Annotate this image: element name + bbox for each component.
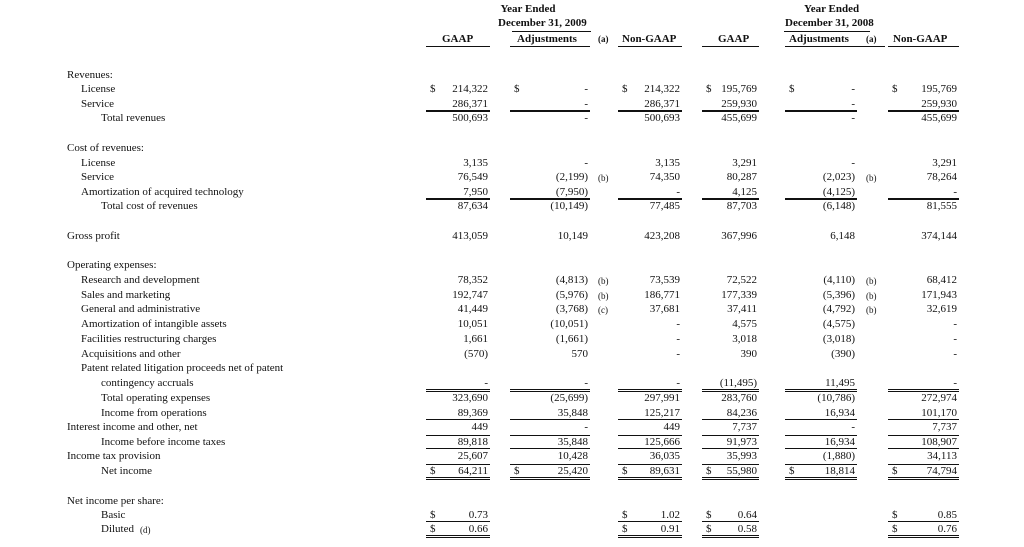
- subtotal-rule: [702, 435, 759, 436]
- table-cell: (4,125): [822, 186, 855, 198]
- footnote-ref: (b): [866, 173, 877, 183]
- subtotal-rule: [702, 391, 759, 392]
- cell-underline: [618, 535, 682, 536]
- subtotal-rule: [426, 111, 490, 112]
- table-cell: -: [953, 318, 957, 330]
- dollar-sign: $: [622, 83, 628, 95]
- dollar-sign: $: [706, 465, 712, 477]
- row-label: Net income per share:: [67, 495, 164, 507]
- table-cell: 87,703: [726, 200, 757, 212]
- table-cell: 570: [571, 348, 588, 360]
- row-label: Patent related litigation proceeds net of patent: [81, 362, 284, 374]
- table-cell: -: [953, 348, 957, 360]
- cell-underline: [888, 419, 959, 420]
- cell-double-underline: [618, 479, 682, 480]
- table-cell: -: [676, 186, 680, 198]
- table-cell: 297,991: [644, 392, 680, 404]
- table-cell: -: [676, 333, 680, 345]
- dollar-sign: $: [789, 465, 795, 477]
- footnote-ref: (b): [598, 276, 609, 286]
- table-cell: 214,322: [644, 83, 680, 95]
- table-cell: (4,792): [822, 303, 855, 315]
- table-cell: 186,771: [644, 289, 680, 301]
- table-cell: 259,930: [721, 98, 757, 110]
- table-cell: 455,699: [921, 112, 957, 124]
- table-cell: 423,208: [644, 230, 680, 242]
- table-cell: 192,747: [452, 289, 488, 301]
- table-cell: 1.02: [660, 509, 680, 521]
- table-cell: 108,907: [921, 436, 957, 448]
- dollar-sign: $: [622, 465, 628, 477]
- row-label: Total cost of revenues: [101, 200, 198, 212]
- row-label: Interest income and other, net: [67, 421, 198, 433]
- column-header: (a): [598, 34, 609, 44]
- table-cell: -: [953, 186, 957, 198]
- dollar-sign: $: [892, 523, 898, 535]
- cell-underline: [618, 521, 682, 522]
- row-label: Amortization of acquired technology: [81, 186, 244, 198]
- table-cell: 16,934: [824, 436, 855, 448]
- row-label: Amortization of intangible assets: [81, 318, 227, 330]
- table-cell: 73,539: [649, 274, 680, 286]
- table-cell: 195,769: [921, 83, 957, 95]
- table-cell: 101,170: [921, 407, 957, 419]
- subtotal-rule: [618, 391, 682, 392]
- cell-underline: [618, 389, 682, 390]
- row-label: Income tax provision: [67, 450, 161, 462]
- subtotal-rule: [618, 111, 682, 112]
- subtotal-rule: [510, 464, 590, 465]
- header-rule-2008: [784, 31, 870, 32]
- subtotal-rule: [785, 435, 857, 436]
- row-label: Revenues:: [67, 69, 113, 81]
- cell-underline: [510, 419, 590, 420]
- dollar-sign: $: [514, 465, 520, 477]
- table-cell: -: [851, 98, 855, 110]
- subtotal-rule: [510, 199, 590, 200]
- dollar-sign: $: [892, 83, 898, 95]
- table-cell: 7,737: [932, 421, 957, 433]
- column-header-rule: [702, 46, 759, 47]
- table-cell: -: [584, 157, 588, 169]
- table-cell: 11,495: [825, 377, 855, 389]
- table-cell: 4,575: [732, 318, 757, 330]
- column-header-rule: [785, 46, 885, 47]
- period-heading-2009: December 31, 2009: [498, 17, 587, 29]
- footnote-ref: (b): [866, 305, 877, 315]
- table-cell: 0.73: [468, 509, 488, 521]
- table-cell: 10,149: [557, 230, 588, 242]
- dollar-sign: $: [430, 509, 436, 521]
- table-cell: -: [584, 377, 588, 389]
- row-label: Operating expenses:: [67, 259, 157, 271]
- table-cell: 449: [471, 421, 488, 433]
- cell-double-underline: [702, 479, 759, 480]
- table-cell: 55,980: [726, 465, 757, 477]
- table-cell: 74,794: [926, 465, 957, 477]
- cell-double-underline: [785, 479, 857, 480]
- dollar-sign: $: [622, 523, 628, 535]
- subtotal-rule: [888, 111, 959, 112]
- table-cell: (390): [831, 348, 855, 360]
- table-cell: -: [851, 83, 855, 95]
- subtotal-rule: [426, 391, 490, 392]
- dollar-sign: $: [892, 465, 898, 477]
- table-cell: (6,148): [822, 200, 855, 212]
- table-cell: -: [851, 421, 855, 433]
- table-cell: 171,943: [921, 289, 957, 301]
- table-cell: 84,236: [726, 407, 757, 419]
- subtotal-rule: [618, 464, 682, 465]
- table-cell: 500,693: [644, 112, 680, 124]
- table-cell: -: [851, 112, 855, 124]
- dollar-sign: $: [514, 83, 520, 95]
- cell-underline: [426, 419, 490, 420]
- row-label: License: [81, 83, 116, 95]
- table-cell: (3,018): [822, 333, 855, 345]
- table-cell: 323,690: [452, 392, 488, 404]
- table-cell: 32,619: [926, 303, 957, 315]
- table-cell: 1,661: [463, 333, 488, 345]
- column-header-rule: [426, 46, 490, 47]
- table-cell: 195,769: [721, 83, 757, 95]
- cell-underline: [888, 535, 959, 536]
- subtotal-rule: [888, 391, 959, 392]
- column-header: Adjustments: [789, 33, 849, 45]
- table-cell: -: [484, 377, 488, 389]
- cell-underline: [888, 448, 959, 449]
- table-cell: (10,149): [550, 200, 588, 212]
- table-cell: 3,291: [732, 157, 757, 169]
- table-cell: 7,737: [732, 421, 757, 433]
- row-label: Acquisitions and other: [81, 348, 181, 360]
- period-heading-2008: Year Ended: [804, 3, 860, 15]
- table-cell: -: [851, 157, 855, 169]
- table-cell: 7,950: [463, 186, 488, 198]
- column-header-rule: [888, 46, 959, 47]
- table-cell: 177,339: [721, 289, 757, 301]
- table-cell: 76,549: [457, 171, 488, 183]
- row-label: Diluted: [101, 523, 134, 535]
- row-label: Income before income taxes: [101, 436, 226, 448]
- footnote-ref: (c): [598, 305, 608, 315]
- table-cell: 18,814: [824, 465, 855, 477]
- footnote-ref: (b): [866, 276, 877, 286]
- table-cell: (7,950): [555, 186, 588, 198]
- table-cell: 35,848: [557, 436, 588, 448]
- dollar-sign: $: [789, 83, 795, 95]
- footnote-ref: (b): [598, 173, 609, 183]
- dollar-sign: $: [430, 83, 436, 95]
- cell-underline: [702, 477, 759, 478]
- table-cell: 0.66: [468, 523, 488, 535]
- dollar-sign: $: [706, 83, 712, 95]
- cell-underline: [888, 389, 959, 390]
- cell-underline: [426, 535, 490, 536]
- table-cell: 449: [663, 421, 680, 433]
- cell-double-underline: [702, 537, 759, 538]
- table-cell: 3,291: [932, 157, 957, 169]
- table-cell: 0.76: [937, 523, 957, 535]
- subtotal-rule: [702, 111, 759, 112]
- cell-underline: [785, 477, 857, 478]
- cell-double-underline: [426, 537, 490, 538]
- table-cell: 286,371: [452, 98, 488, 110]
- table-cell: 10,051: [457, 318, 488, 330]
- table-cell: 286,371: [644, 98, 680, 110]
- row-label: Income from operations: [101, 407, 207, 419]
- table-cell: 77,485: [649, 200, 680, 212]
- table-cell: (2,199): [555, 171, 588, 183]
- footnote-ref: (b): [598, 291, 609, 301]
- cell-underline: [702, 535, 759, 536]
- cell-underline: [426, 448, 490, 449]
- row-label: Net income: [101, 465, 153, 477]
- cell-underline: [618, 448, 682, 449]
- table-cell: 413,059: [452, 230, 488, 242]
- subtotal-rule: [426, 435, 490, 436]
- period-heading-2008: December 31, 2008: [785, 17, 874, 29]
- table-cell: 74,350: [649, 171, 680, 183]
- period-heading-2009: Year Ended: [500, 3, 556, 15]
- cell-underline: [510, 448, 590, 449]
- subtotal-rule: [888, 435, 959, 436]
- table-cell: -: [584, 421, 588, 433]
- row-label-note: (d): [140, 525, 151, 535]
- table-cell: 0.85: [937, 509, 957, 521]
- table-cell: 34,113: [927, 450, 957, 462]
- table-cell: 78,264: [926, 171, 957, 183]
- table-cell: -: [584, 98, 588, 110]
- table-cell: -: [676, 348, 680, 360]
- table-cell: 68,412: [926, 274, 957, 286]
- row-label: Facilities restructuring charges: [81, 333, 217, 345]
- cell-underline: [702, 389, 759, 390]
- table-cell: (11,495): [719, 377, 757, 389]
- cell-double-underline: [888, 537, 959, 538]
- table-cell: -: [584, 112, 588, 124]
- table-cell: (5,976): [555, 289, 588, 301]
- column-header: (a): [866, 34, 877, 44]
- table-cell: 3,135: [655, 157, 680, 169]
- row-label: General and administrative: [81, 303, 201, 315]
- table-cell: (10,786): [817, 392, 855, 404]
- table-cell: -: [676, 377, 680, 389]
- table-cell: 214,322: [452, 83, 488, 95]
- row-label: Cost of revenues:: [67, 142, 144, 154]
- row-label: contingency accruals: [101, 377, 194, 389]
- column-header: Non-GAAP: [622, 33, 677, 45]
- cell-underline: [888, 521, 959, 522]
- row-label: Service: [81, 98, 114, 110]
- cell-double-underline: [888, 479, 959, 480]
- row-label: Gross profit: [67, 230, 120, 242]
- column-header: GAAP: [718, 33, 750, 45]
- table-cell: 500,693: [452, 112, 488, 124]
- subtotal-rule: [785, 199, 857, 200]
- table-cell: 16,934: [824, 407, 855, 419]
- table-cell: (4,575): [822, 318, 855, 330]
- subtotal-rule: [785, 391, 857, 392]
- table-cell: (3,768): [555, 303, 588, 315]
- subtotal-rule: [426, 464, 490, 465]
- subtotal-rule: [702, 199, 759, 200]
- cell-underline: [702, 419, 759, 420]
- table-cell: 80,287: [726, 171, 757, 183]
- cell-underline: [510, 389, 590, 390]
- table-cell: 3,018: [732, 333, 757, 345]
- table-cell: 25,420: [557, 465, 588, 477]
- subtotal-rule: [702, 464, 759, 465]
- table-cell: 37,411: [727, 303, 757, 315]
- column-header: Non-GAAP: [893, 33, 948, 45]
- table-cell: -: [676, 318, 680, 330]
- table-cell: 91,973: [726, 436, 757, 448]
- table-cell: 41,449: [457, 303, 488, 315]
- cell-underline: [426, 521, 490, 522]
- cell-underline: [785, 448, 857, 449]
- table-cell: 0.64: [737, 509, 757, 521]
- column-header: GAAP: [442, 33, 474, 45]
- header-rule-2009: [512, 31, 591, 32]
- cell-underline: [888, 477, 959, 478]
- cell-underline: [702, 448, 759, 449]
- subtotal-rule: [785, 464, 857, 465]
- cell-underline: [426, 477, 490, 478]
- row-label: Basic: [101, 509, 126, 521]
- table-cell: 10,428: [557, 450, 588, 462]
- column-header-rule: [618, 46, 682, 47]
- table-cell: 37,681: [649, 303, 680, 315]
- table-cell: 272,974: [921, 392, 957, 404]
- table-cell: 35,848: [557, 407, 588, 419]
- table-cell: 89,631: [649, 465, 680, 477]
- subtotal-rule: [618, 435, 682, 436]
- table-cell: (4,813): [555, 274, 588, 286]
- table-cell: 36,035: [649, 450, 680, 462]
- cell-underline: [618, 419, 682, 420]
- table-cell: 72,522: [726, 274, 757, 286]
- table-cell: 259,930: [921, 98, 957, 110]
- row-label: Total operating expenses: [101, 392, 211, 404]
- table-cell: 455,699: [721, 112, 757, 124]
- subtotal-rule: [785, 111, 857, 112]
- table-cell: -: [953, 377, 957, 389]
- dollar-sign: $: [892, 509, 898, 521]
- row-label: License: [81, 157, 116, 169]
- table-cell: 6,148: [830, 230, 855, 242]
- table-cell: -: [584, 83, 588, 95]
- dollar-sign: $: [622, 509, 628, 521]
- table-cell: (1,880): [822, 450, 855, 462]
- cell-underline: [702, 521, 759, 522]
- row-label: Sales and marketing: [81, 289, 171, 301]
- row-label: Service: [81, 171, 114, 183]
- cell-underline: [426, 389, 490, 390]
- table-cell: 4,125: [732, 186, 757, 198]
- table-cell: 3,135: [463, 157, 488, 169]
- table-cell: 367,996: [721, 230, 757, 242]
- cell-underline: [785, 389, 857, 390]
- dollar-sign: $: [706, 509, 712, 521]
- subtotal-rule: [618, 199, 682, 200]
- subtotal-rule: [426, 199, 490, 200]
- table-cell: 81,555: [926, 200, 957, 212]
- table-cell: 78,352: [457, 274, 488, 286]
- table-cell: 390: [740, 348, 757, 360]
- column-header-rule: [510, 46, 590, 47]
- table-cell: (5,396): [822, 289, 855, 301]
- table-cell: 125,217: [644, 407, 680, 419]
- subtotal-rule: [888, 199, 959, 200]
- table-cell: 25,607: [457, 450, 488, 462]
- subtotal-rule: [510, 391, 590, 392]
- table-cell: (2,023): [822, 171, 855, 183]
- column-header: Adjustments: [517, 33, 577, 45]
- table-cell: (1,661): [555, 333, 588, 345]
- cell-double-underline: [618, 537, 682, 538]
- cell-underline: [510, 477, 590, 478]
- table-cell: 35,993: [726, 450, 757, 462]
- cell-double-underline: [426, 479, 490, 480]
- table-cell: 0.58: [737, 523, 757, 535]
- row-label: Total revenues: [101, 112, 166, 124]
- table-cell: 374,144: [921, 230, 957, 242]
- table-cell: (570): [464, 348, 488, 360]
- table-cell: 89,369: [457, 407, 488, 419]
- table-cell: (10,051): [550, 318, 588, 330]
- dollar-sign: $: [706, 523, 712, 535]
- footnote-ref: (b): [866, 291, 877, 301]
- table-cell: 87,634: [457, 200, 488, 212]
- cell-double-underline: [510, 479, 590, 480]
- table-cell: 89,818: [457, 436, 488, 448]
- table-cell: -: [953, 333, 957, 345]
- subtotal-rule: [510, 111, 590, 112]
- subtotal-rule: [510, 435, 590, 436]
- table-cell: 283,760: [721, 392, 757, 404]
- table-cell: 125,666: [644, 436, 680, 448]
- table-cell: (4,110): [823, 274, 855, 286]
- dollar-sign: $: [430, 465, 436, 477]
- table-cell: 64,211: [458, 465, 488, 477]
- cell-underline: [785, 419, 857, 420]
- cell-underline: [618, 477, 682, 478]
- table-cell: (25,699): [550, 392, 588, 404]
- dollar-sign: $: [430, 523, 436, 535]
- subtotal-rule: [888, 464, 959, 465]
- row-label: Research and development: [81, 274, 200, 286]
- table-cell: 0.91: [660, 523, 680, 535]
